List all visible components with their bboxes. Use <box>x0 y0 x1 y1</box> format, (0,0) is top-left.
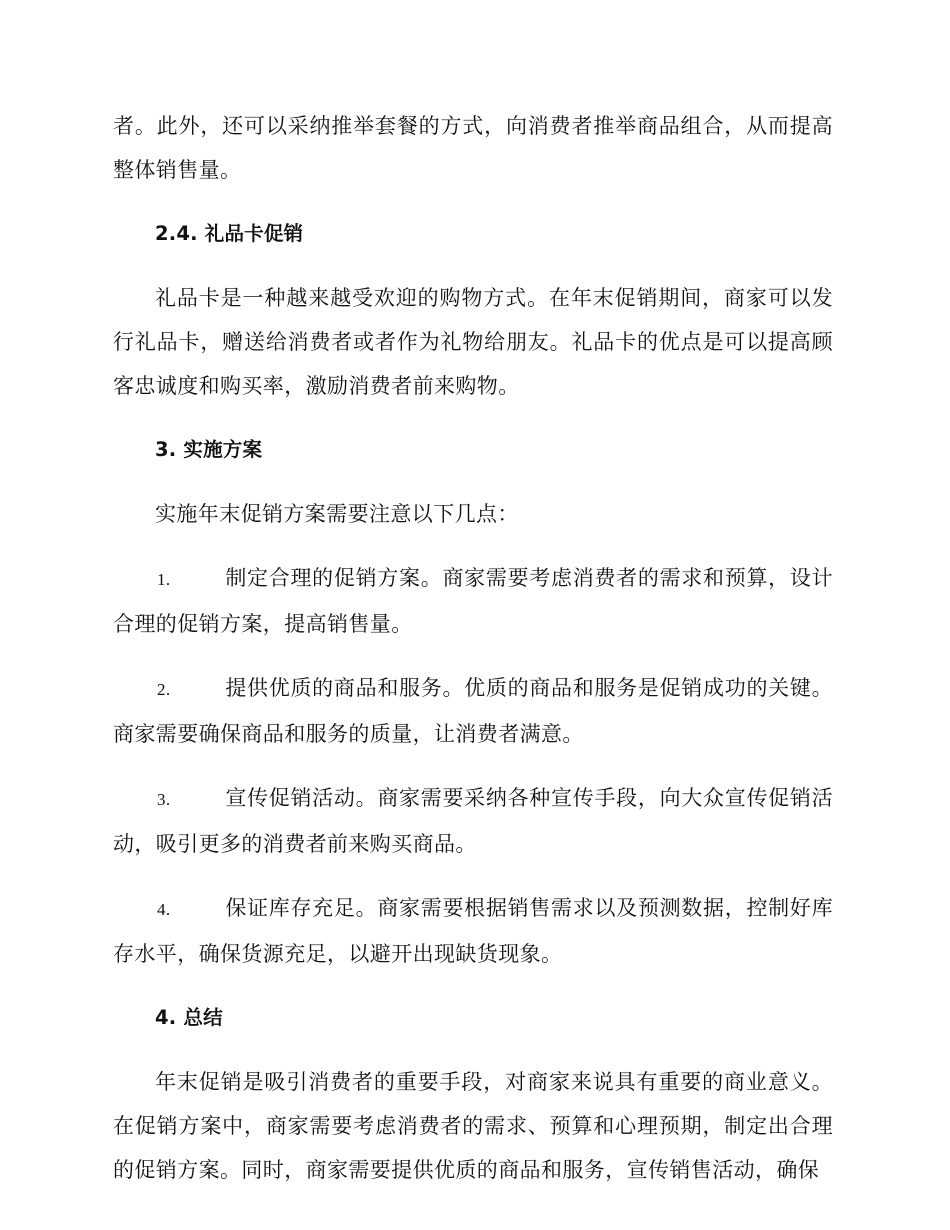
list-text: 宣传促销活动。商家需要采纳各种宣传手段，向大众宣传促销活动，吸引更多的消费者前来购买商品。 <box>113 786 833 856</box>
section-heading-summary: 4. 总结 <box>155 1006 223 1029</box>
paragraph-continuation: 者。此外，还可以采纳推举套餐的方式，向消费者推举商品组合，从而提高整体销售量。 <box>113 114 833 182</box>
list-number: 1. <box>157 570 171 589</box>
list-number: 2. <box>157 680 171 699</box>
list-text: 保证库存充足。商家需要根据销售需求以及预测数据，控制好库存水平，确保货源充足，以避开出现缺货现象。 <box>113 896 833 966</box>
list-item <box>113 886 833 976</box>
section-heading-gift-card: 2.4. 礼品卡促销 <box>155 222 304 245</box>
list-text: 提供优质的商品和服务。优质的商品和服务是促销成功的关键。商家需要确保商品和服务的质量，让消费者满意。 <box>113 676 833 746</box>
paragraph-gift-card: 礼品卡是一种越来越受欢迎的购物方式。在年末促销期间，商家可以发行礼品卡，赠送给消费者或者作为礼物给朋友。礼品卡的优点是可以提高顾客忠诚度和购买率，激励消费者前来购物。 <box>113 286 833 398</box>
paragraph-summary: 年末促销是吸引消费者的重要手段，对商家来说具有重要的商业意义。在促销方案中，商家需要考虑消费者的需求、预算和心理预期，制定出合理的促销方案。同时，商家需要提供优质的商品和服务，宣传销售活动，确保 <box>113 1070 833 1182</box>
list-item <box>113 556 833 646</box>
document-body <box>113 104 833 1212</box>
list-number: 4. <box>157 900 171 919</box>
paragraph-implementation-intro: 实施年末促销方案需要注意以下几点： <box>155 502 519 526</box>
list-text: 制定合理的促销方案。商家需要考虑消费者的需求和预算，设计合理的促销方案，提高销售量。 <box>113 566 833 636</box>
list-item <box>113 776 833 866</box>
list-number: 3. <box>157 790 171 809</box>
section-heading-implementation: 3. 实施方案 <box>155 438 263 461</box>
list-item <box>113 666 833 756</box>
